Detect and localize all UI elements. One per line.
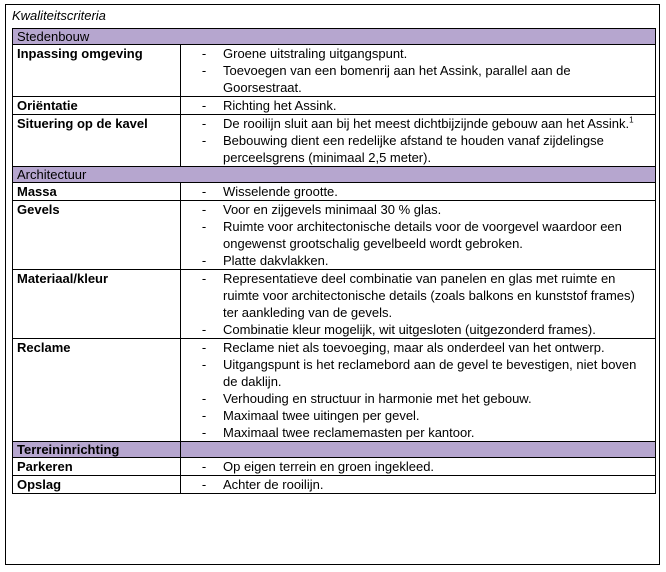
- bullet-dash: -: [201, 425, 207, 440]
- criteria-item-text: [223, 270, 655, 321]
- criteria-items: [181, 476, 656, 494]
- criteria-row: [13, 97, 656, 115]
- criteria-item-content: Groene uitstraling uitgangspunt.: [223, 46, 408, 61]
- section-title: Architectuur: [13, 167, 656, 183]
- criteria-items: [181, 458, 656, 476]
- criteria-label: Massa: [13, 183, 181, 201]
- bullet-dash: -: [201, 116, 207, 131]
- bullet-dash: -: [201, 391, 207, 406]
- criteria-item-text: [223, 339, 655, 356]
- criteria-item-text: [223, 424, 655, 441]
- bullet-dash: -: [201, 253, 207, 268]
- criteria-item-text: [223, 201, 655, 218]
- criteria-label: Oriëntatie: [13, 97, 181, 115]
- criteria-items: [181, 115, 656, 167]
- criteria-item-text: [223, 252, 655, 269]
- criteria-item: [185, 339, 655, 356]
- criteria-label: Materiaal/kleur: [13, 270, 181, 339]
- criteria-item: [185, 62, 655, 96]
- criteria-item-text: [223, 476, 655, 493]
- criteria-item-content: Uitgangspunt is het reclamebord aan de gevel te bevestigen, niet boven de daklijn.: [223, 357, 637, 389]
- bullet-dash: -: [201, 133, 207, 148]
- criteria-item: [185, 183, 655, 200]
- bullet-dash: -: [201, 340, 207, 355]
- criteria-item: [185, 390, 655, 407]
- bullet-dash: -: [201, 98, 207, 113]
- criteria-row: [13, 45, 656, 97]
- criteria-label: Gevels: [13, 201, 181, 270]
- criteria-item-content: Verhouding en structuur in harmonie met het gebouw.: [223, 391, 532, 406]
- criteria-item-content: Op eigen terrein en groen ingekleed.: [223, 459, 435, 474]
- criteria-items: [181, 97, 656, 115]
- criteria-item-content: Representatieve deel combinatie van panelen en glas met ruimte en ruimte voor architectonische details (zoals balkons en kunststof frames) ter aankleding van de gevels.: [223, 271, 635, 320]
- bullet-dash: -: [201, 322, 207, 337]
- criteria-item: [185, 97, 655, 114]
- criteria-row: [13, 201, 656, 270]
- criteria-row: [13, 270, 656, 339]
- criteria-item-content: Reclame niet als toevoeging, maar als onderdeel van het ontwerp.: [223, 340, 605, 355]
- bullet-dash: -: [201, 46, 207, 61]
- criteria-item-text: [223, 218, 655, 252]
- criteria-item-content: Maximaal twee reclamemasten per kantoor.: [223, 425, 475, 440]
- criteria-row: [13, 115, 656, 167]
- criteria-item-content: Maximaal twee uitingen per gevel.: [223, 408, 420, 423]
- bullet-dash: -: [201, 408, 207, 423]
- criteria-item-content: Ruimte voor architectonische details voor de voorgevel waardoor een ongewenst grootschalig gevelbeeld wordt gebroken.: [223, 219, 622, 251]
- bullet-dash: -: [201, 219, 207, 234]
- criteria-item: [185, 115, 655, 132]
- criteria-label: Parkeren: [13, 458, 181, 476]
- section-title: Terreininrichting: [13, 442, 181, 458]
- criteria-item: [185, 132, 655, 166]
- criteria-label: Inpassing omgeving: [13, 45, 181, 97]
- section-header-fill: [181, 442, 656, 458]
- criteria-item-text: [223, 390, 655, 407]
- criteria-label: Situering op de kavel: [13, 115, 181, 167]
- criteria-item: [185, 476, 655, 493]
- criteria-item-text: [223, 45, 655, 62]
- criteria-item-text: [223, 132, 655, 166]
- section-header: [13, 29, 656, 45]
- section-header: [13, 442, 656, 458]
- criteria-label: Reclame: [13, 339, 181, 442]
- criteria-item-text: [223, 356, 655, 390]
- criteria-item: [185, 45, 655, 62]
- criteria-item-content: Toevoegen van een bomenrij aan het Assink, parallel aan de Goorsestraat.: [223, 63, 571, 95]
- criteria-item: [185, 252, 655, 269]
- criteria-item-content: Richting het Assink.: [223, 98, 337, 113]
- criteria-items: [181, 270, 656, 339]
- criteria-items: [181, 201, 656, 270]
- section-header: [13, 167, 656, 183]
- criteria-item-content: Combinatie kleur mogelijk, wit uitgesloten (uitgezonderd frames).: [223, 322, 596, 337]
- criteria-item: [185, 424, 655, 441]
- criteria-item: [185, 270, 655, 321]
- criteria-item-text: [223, 115, 655, 132]
- bullet-dash: -: [201, 202, 207, 217]
- section-title: Stedenbouw: [13, 29, 656, 45]
- bullet-dash: -: [201, 477, 207, 492]
- criteria-row: [13, 339, 656, 442]
- criteria-item-content: Platte dakvlakken.: [223, 253, 329, 268]
- criteria-item-text: [223, 321, 655, 338]
- criteria-table: [12, 28, 656, 494]
- criteria-item: [185, 218, 655, 252]
- bullet-dash: -: [201, 184, 207, 199]
- criteria-item-text: [223, 407, 655, 424]
- criteria-item: [185, 407, 655, 424]
- bullet-dash: -: [201, 63, 207, 78]
- criteria-row: [13, 458, 656, 476]
- criteria-item-content: Wisselende grootte.: [223, 184, 338, 199]
- criteria-item: [185, 321, 655, 338]
- criteria-item: [185, 458, 655, 475]
- criteria-item-content: De rooilijn sluit aan bij het meest dichtbijzijnde gebouw aan het Assink.: [223, 116, 630, 131]
- bullet-dash: -: [201, 459, 207, 474]
- criteria-item-content: Voor en zijgevels minimaal 30 % glas.: [223, 202, 442, 217]
- criteria-items: [181, 339, 656, 442]
- bullet-dash: -: [201, 357, 207, 372]
- criteria-item-text: [223, 62, 655, 96]
- criteria-item-text: [223, 183, 655, 200]
- criteria-items: [181, 183, 656, 201]
- document-title: Kwaliteitscriteria: [12, 8, 106, 23]
- criteria-item-text: [223, 97, 655, 114]
- footnote-marker: 1: [629, 115, 634, 125]
- criteria-item-text: [223, 458, 655, 475]
- criteria-item-content: Achter de rooilijn.: [223, 477, 324, 492]
- criteria-table-body: [13, 29, 656, 494]
- criteria-items: [181, 45, 656, 97]
- criteria-row: [13, 183, 656, 201]
- criteria-item: [185, 201, 655, 218]
- criteria-row: [13, 476, 656, 494]
- criteria-item: [185, 356, 655, 390]
- criteria-item-content: Bebouwing dient een redelijke afstand te houden vanaf zijdelingse perceelsgrens (minimaal 2,5 meter).: [223, 133, 604, 165]
- bullet-dash: -: [201, 271, 207, 286]
- criteria-label: Opslag: [13, 476, 181, 494]
